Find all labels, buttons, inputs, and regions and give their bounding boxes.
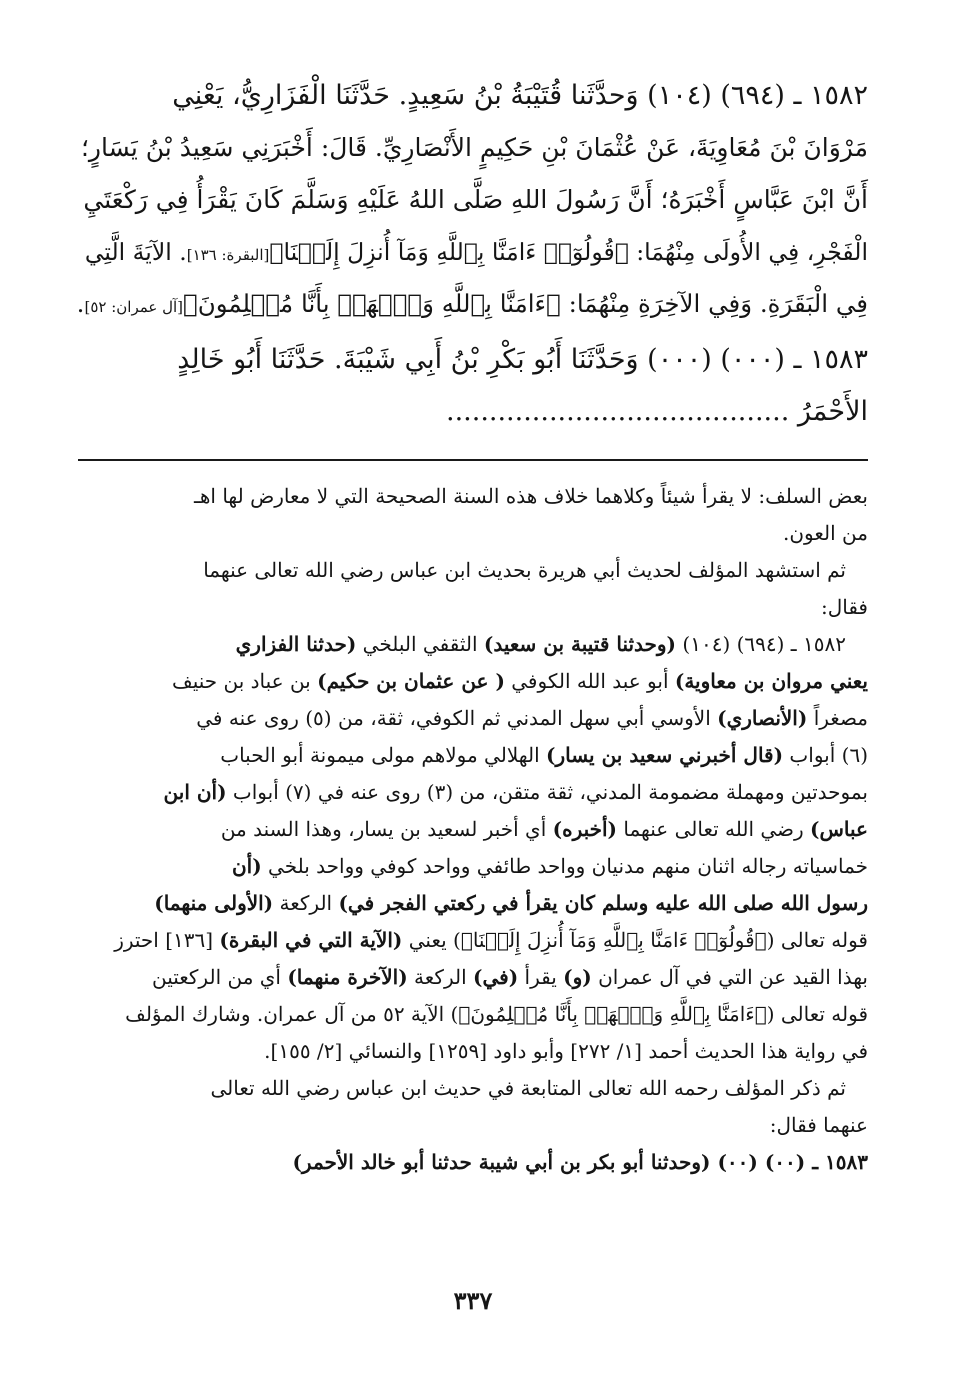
commentary-line-3: ثم استشهد المؤلف لحديث أبي هريرة بحديث ابن عباس رضي الله تعالى عنهما <box>203 558 846 582</box>
bold-matn-segment: (أن <box>231 854 262 878</box>
bold-matn-segment: رسول الله صلى الله عليه وسلم كان يقرأ في ركعتي الفجر في) <box>338 891 868 915</box>
commentary-segment: أي من الركعتين <box>151 965 288 989</box>
hadith-text <box>78 70 868 438</box>
commentary-line-19: ١٥٨٣ ـ (٠٠) (٠٠) (وحدثنا أبو بكر بن أبي شيبة حدثنا أبو خالد الأحمر) <box>292 1150 868 1174</box>
bold-matn-segment: (وحدثنا قتيبة بن سعيد) <box>483 632 677 656</box>
commentary-line-12 <box>78 885 868 922</box>
hadith-line-5 <box>78 278 868 330</box>
hadith-line-6: ١٥٨٣ ـ (٠٠٠) (٠٠٠) وَحَدَّثَنَا أَبُو بَكْرِ بْنُ أَبِي شَيْبَةَ. حَدَّثَنَا أَبُو خَالِدٍ <box>177 344 868 375</box>
hadith-line-5-text: فِي الْبَقَرَةِ. وَفِي الآخِرَةِ مِنْهُمَا: ﴿ءَامَنَّا بِٱللَّهِ وَٱشۡهَدۡ بِأَنَّا مُسۡلِمُونَ﴾ <box>183 289 868 318</box>
quran-reference-baqarah: [البقرة: ١٣٦] <box>186 246 270 264</box>
commentary-line-4: فقال: <box>820 595 868 619</box>
commentary-segment: الثقفي البلخي <box>356 632 484 656</box>
commentary-segment: الركعة <box>273 891 339 915</box>
commentary-segment: رضي الله تعالى عنهما <box>617 817 811 841</box>
commentary-segment: الأوسي أبي سهل المدني ثم الكوفي، ثقة، من (٥) روى عنه في <box>196 706 718 730</box>
commentary-line-8 <box>78 737 868 774</box>
commentary-line-14 <box>78 959 868 996</box>
hadith-line-1: ١٥٨٢ ـ (٦٩٤) (١٠٤) وَحدَّثَنا قُتَيْبَةُ بْنُ سَعِيدٍ. حَدَّثَنَا الْفَزَارِيُّ، يَعْنِي <box>172 80 868 111</box>
hadith-number: ١٥٨٢ ـ (٦٩٤) (١٠٤) <box>676 632 846 656</box>
hadith-line-7-text: الأَحْمَرُ <box>797 396 868 427</box>
hadith-line-3: أَنَّ ابْنَ عَبَّاسٍ أَخْبَرَهُ؛ أَنَّ رَسُولَ اللهِ صَلَّى اللهُ عَلَيْهِ وَسَلَّمَ كَانَ يَقْرَأُ فِي رَكْعَتَيِ <box>83 185 868 214</box>
commentary-line-16: في رواية هذا الحديث أحمد [١/ ٢٧٢] وأبو داود [١٢٥٩] والنسائي [٢/ ١٥٥]. <box>264 1039 868 1063</box>
commentary-line-7 <box>78 700 868 737</box>
commentary-line-17: ثم ذكر المؤلف رحمه الله تعالى المتابعة في حديث ابن عباس رضي الله تعالى <box>210 1076 846 1100</box>
commentary-line-1: بعض السلف: لا يقرأ شيئاً وكلاهما خلاف هذه السنة الصحيحة التي لا معارض لها اهـ <box>194 484 868 508</box>
commentary-line-5 <box>78 626 868 663</box>
bold-matn-segment: (الآخرة منهما) <box>287 965 408 989</box>
bold-matn-segment: عباس) <box>810 817 868 841</box>
hadith-line-5-tail: . <box>76 289 85 318</box>
commentary-line-11 <box>78 848 868 885</box>
ellipsis-dots: ........................................ <box>445 396 790 427</box>
commentary-line-6 <box>78 663 868 700</box>
commentary-segment: [١٣٦] احترز <box>114 928 220 952</box>
bold-matn-segment: يعني مروان بن معاوية) <box>674 669 868 693</box>
commentary-segment: بن عباد بن حنيف <box>171 669 318 693</box>
bold-matn-segment: (قال أخبرني سعيد بن يسار) <box>545 743 784 767</box>
commentary-text <box>78 478 868 1181</box>
page-number: ٣٣٧ <box>453 1286 493 1315</box>
commentary-segment: قوله تعالى (﴿قُولُوٓا۟ ءَامَنَّا بِٱللَّهِ وَمَآ أُنزِلَ إِلَيۡنَا﴾) يعني <box>402 928 868 952</box>
commentary-line-10 <box>78 811 868 848</box>
commentary-line-2: من العون. <box>783 521 868 545</box>
bold-matn-segment: (الآية التي في البقرة) <box>219 928 403 952</box>
commentary-segment: (٦) أبواب <box>783 743 868 767</box>
commentary-segment: خماسياته رجاله اثنان منهم مدنيان وواحد طائفي وواحد كوفي وواحد بلخي <box>261 854 868 878</box>
commentary-segment: بهذا القيد عن التي في آل عمران <box>591 965 868 989</box>
bold-matn-segment: (الأولى منهما) <box>154 891 274 915</box>
commentary-line-13 <box>78 922 868 959</box>
bold-matn-segment: (الأنصاري) <box>717 706 808 730</box>
hadith-line-2: مَرْوَانَ بْنَ مُعَاوِيَةَ، عَنْ عُثْمَانَ بْنِ حَكِيمٍ الأَنْصَارِيِّ. قَالَ: أَخْبَرَنِي سَعِيدُ بْنُ يَسَارٍ؛ <box>80 133 868 162</box>
commentary-segment: بموحدتين ومهملة مضمومة المدني، ثقة متقن، من (٣) روى عنه في (٧) أبواب <box>226 780 868 804</box>
bold-matn-segment: (و) <box>563 965 592 989</box>
hadith-line-4-text: الْفَجْرِ، فِي الأُولَى مِنْهُمَا: ﴿قُولُوٓا۟ ءَامَنَّا بِٱللَّهِ وَمَآ أُنزِلَ إِلَيۡنَا﴾ <box>269 238 868 266</box>
commentary-line-18: عنهما فقال: <box>769 1113 868 1137</box>
hadith-line-4-tail: . الآيَةَ الَّتِي <box>84 238 187 266</box>
commentary-segment: الهلالي مولاهم مولى ميمونة أبو الحباب <box>220 743 546 767</box>
commentary-segment: مصغراً <box>807 706 868 730</box>
commentary-line-9 <box>78 774 868 811</box>
commentary-line-15: قوله تعالى (﴿ءَامَنَّا بِٱللَّهِ وَٱشۡهَدۡ بِأَنَّا مُسۡلِمُونَ﴾) الآية ٥٢ من آل عمران. وشارك المؤلف <box>125 1002 868 1026</box>
bold-matn-segment: (في) <box>473 965 519 989</box>
quran-reference-al-imran: [آل عمران: ٥٢] <box>84 298 184 316</box>
hadith-line-7 <box>78 386 868 438</box>
bold-matn-segment: (حدثنا الفزاري <box>235 632 357 656</box>
commentary-segment: يقرأ <box>518 965 564 989</box>
bold-matn-segment: ( عن عثمان بن حكيم) <box>317 669 505 693</box>
bold-matn-segment: (أخبره) <box>552 817 618 841</box>
commentary-segment: أبو عبد الله الكوفي <box>504 669 675 693</box>
bold-matn-segment: (أن ابن <box>163 780 227 804</box>
hadith-line-4 <box>78 226 868 278</box>
commentary-segment: أي أخبر لسعيد بن يسار، وهذا السند من <box>220 817 553 841</box>
commentary-segment: الركعة <box>407 965 473 989</box>
separator-rule <box>78 459 868 461</box>
